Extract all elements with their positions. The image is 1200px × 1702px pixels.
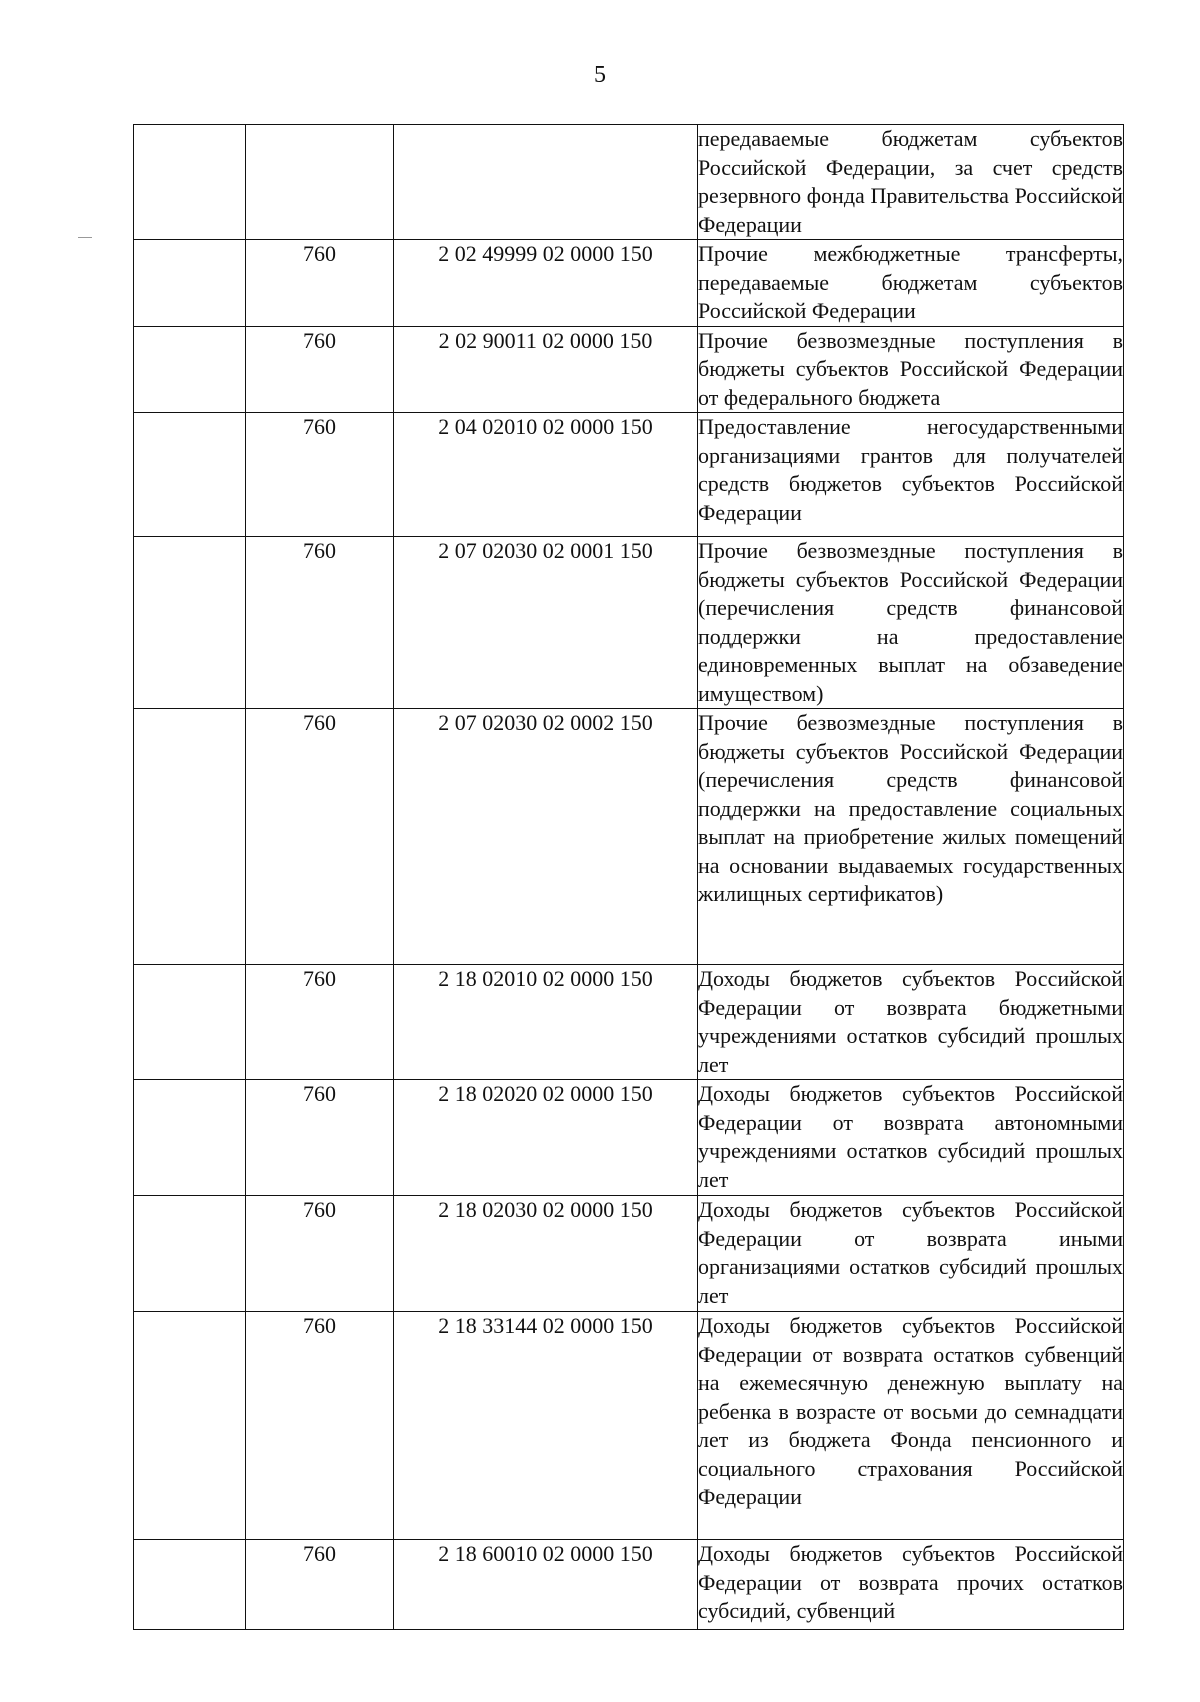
blank-cell	[134, 537, 246, 709]
table-row	[134, 413, 1124, 537]
revenue-name: Доходы бюджетов субъектов Российской Федерации от возврата остатков субвенций на ежемесячную денежную выплату на ребенка в возрасте от восьми до семнадцати лет из бюджета Фонда пенсионного и социального страхования Российской Федерации	[698, 1312, 1124, 1540]
revenue-name: Прочие безвозмездные поступления в бюджеты субъектов Российской Федерации (перечисления средств финансовой поддержки на предоставление социальных выплат на приобретение жилых помещений на основании выдаваемых государственных жилищных сертификатов)	[698, 709, 1124, 965]
revenue-codes-table	[133, 124, 1124, 1630]
table-row	[134, 125, 1124, 240]
administrator-code	[246, 125, 394, 240]
revenue-name: Доходы бюджетов субъектов Российской Федерации от возврата иными организациями остатков субсидий прошлых лет	[698, 1196, 1124, 1312]
revenue-name: Предоставление негосударственными организациями грантов для получателей средств бюджетов субъектов Российской Федерации	[698, 413, 1124, 537]
blank-cell	[134, 965, 246, 1080]
budget-classification-code: 2 07 02030 02 0002 150	[394, 709, 698, 965]
revenue-name: Доходы бюджетов субъектов Российской Федерации от возврата прочих остатков субсидий, субвенций	[698, 1540, 1124, 1630]
table-row	[134, 965, 1124, 1080]
revenue-name: Прочие безвозмездные поступления в бюджеты субъектов Российской Федерации от федерального бюджета	[698, 326, 1124, 413]
blank-cell	[134, 413, 246, 537]
administrator-code: 760	[246, 1540, 394, 1630]
blank-cell	[134, 1196, 246, 1312]
administrator-code: 760	[246, 1312, 394, 1540]
blank-cell	[134, 326, 246, 413]
table-row	[134, 1080, 1124, 1196]
administrator-code: 760	[246, 326, 394, 413]
administrator-code: 760	[246, 1196, 394, 1312]
table-row	[134, 240, 1124, 327]
budget-classification-code: 2 18 02020 02 0000 150	[394, 1080, 698, 1196]
revenue-name: Доходы бюджетов субъектов Российской Федерации от возврата автономными учреждениями остатков субсидий прошлых лет	[698, 1080, 1124, 1196]
budget-classification-code: 2 04 02010 02 0000 150	[394, 413, 698, 537]
table-row	[134, 1540, 1124, 1630]
administrator-code: 760	[246, 1080, 394, 1196]
margin-tick	[78, 237, 92, 238]
administrator-code: 760	[246, 413, 394, 537]
blank-cell	[134, 125, 246, 240]
blank-cell	[134, 1080, 246, 1196]
blank-cell	[134, 709, 246, 965]
revenue-name: Прочие межбюджетные трансферты, передаваемые бюджетам субъектов Российской Федерации	[698, 240, 1124, 327]
blank-cell	[134, 240, 246, 327]
administrator-code: 760	[246, 537, 394, 709]
revenue-name: передаваемые бюджетам субъектов Российской Федерации, за счет средств резервного фонда Правительства Российской Федерации	[698, 125, 1124, 240]
blank-cell	[134, 1540, 246, 1630]
page-number: 5	[594, 62, 606, 88]
revenue-name: Прочие безвозмездные поступления в бюджеты субъектов Российской Федерации (перечисления средств финансовой поддержки на предоставление единовременных выплат на обзаведение имуществом)	[698, 537, 1124, 709]
budget-classification-code: 2 02 49999 02 0000 150	[394, 240, 698, 327]
table-row	[134, 326, 1124, 413]
budget-classification-code: 2 18 60010 02 0000 150	[394, 1540, 698, 1630]
budget-classification-code: 2 07 02030 02 0001 150	[394, 537, 698, 709]
administrator-code: 760	[246, 240, 394, 327]
table-row	[134, 537, 1124, 709]
blank-cell	[134, 1312, 246, 1540]
administrator-code: 760	[246, 709, 394, 965]
administrator-code: 760	[246, 965, 394, 1080]
budget-classification-code: 2 18 02010 02 0000 150	[394, 965, 698, 1080]
budget-classification-code: 2 02 90011 02 0000 150	[394, 326, 698, 413]
budget-classification-code: 2 18 33144 02 0000 150	[394, 1312, 698, 1540]
table-row	[134, 1196, 1124, 1312]
table-row	[134, 1312, 1124, 1540]
budget-classification-code: 2 18 02030 02 0000 150	[394, 1196, 698, 1312]
budget-classification-code	[394, 125, 698, 240]
table-row	[134, 709, 1124, 965]
revenue-name: Доходы бюджетов субъектов Российской Федерации от возврата бюджетными учреждениями остатков субсидий прошлых лет	[698, 965, 1124, 1080]
